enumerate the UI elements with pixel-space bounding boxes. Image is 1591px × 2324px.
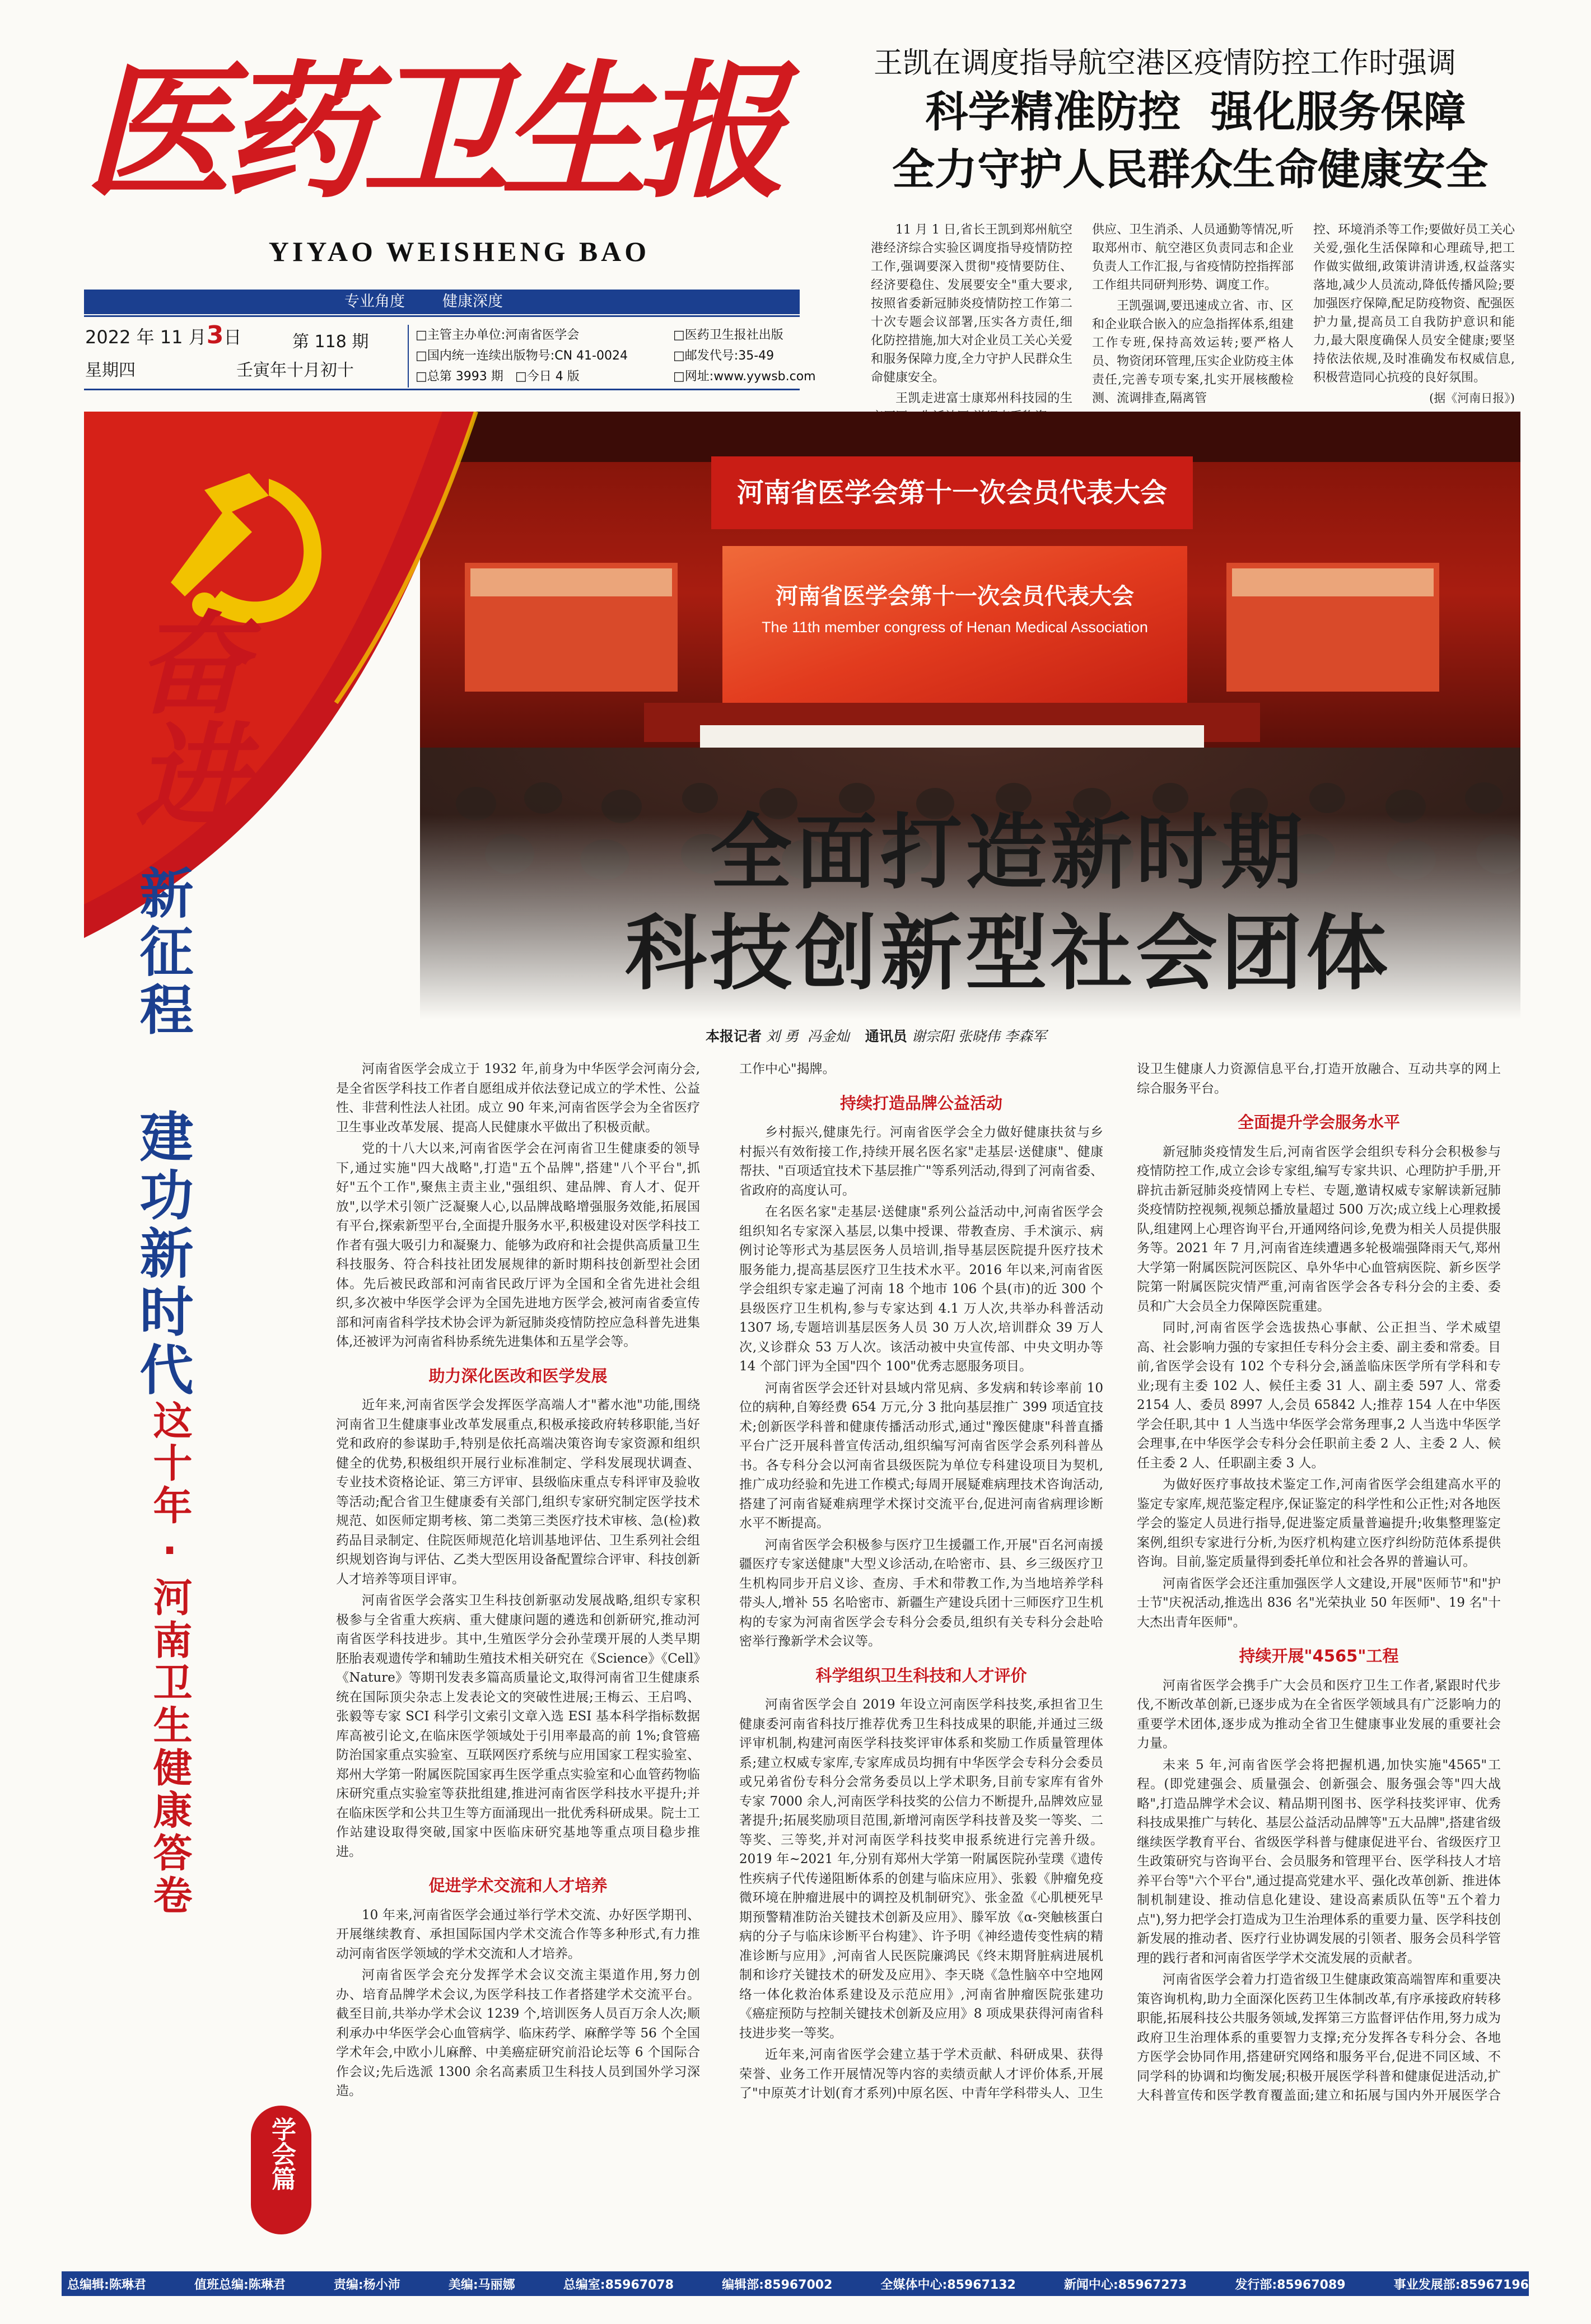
- byline-names-2: 谢宗阳 张晓伟 李森军: [911, 1028, 1047, 1044]
- article-paragraph: 乡村振兴,健康先行。河南省医学会全力做好健康扶贫与乡村振兴有效衔接工作,持续开展名医名家"走基层·送健康"、健康帮扶、"百项适宜技术下基层推广"等系列活动,得到了河南省委、省政府的高度认可。: [739, 1125, 1103, 1198]
- article-paragraph: [336, 2103, 700, 2104]
- top-story-column-2: [1092, 221, 1294, 433]
- article-paragraph: 河南省医学会成立于 1932 年,前身为中华医学会河南分会,是全省医学科技工作者自愿组成并依法登记成立的学术性、公益性、非营利性法人社团。成立 90 年来,河南省医学会为全省医疗卫生事业改革发展、提高人民健康水平做出了积极贡献。: [336, 1062, 700, 1135]
- date-top-rule: [84, 315, 800, 317]
- info-cn: 国内统一连续出版物号:CN 41-0024: [427, 349, 628, 363]
- article-paragraph: 河南省医学会还针对县域内常见病、多发病和转诊率前 10 位的病种,自筹经费 654 万元,分 3 批向基层推广 399 项适宜技术;创新医学科普和健康传播活动形式,通过"豫医健康"科普直播平台广泛开展科普宣传活动,组织编写河南省医学会系列科普丛书。各专科分会以河南省县级医院为单位专科建设项目为契机,推广成功经验和先进工作模式;每周开展疑难病理技术咨询活动,搭建了河南省疑难病理学术探讨交流平台,促进河南省病理诊断水平不断提高。: [739, 1380, 1103, 1530]
- info-postal: 邮发代号:35-49: [684, 349, 774, 363]
- footer-item: 全媒体中心:85967132: [880, 2278, 1016, 2292]
- footer-item: 值班总编:陈琳君: [194, 2278, 286, 2292]
- top-story-source: (据《河南日报》): [1429, 391, 1515, 405]
- article-paragraph: 近年来,河南省医学会建立基于学术贡献、科研成果、获得荣誉、业务工作开展情况等内容的卖绩贡献人才评价体系,开展了"中原英才计划(育才系列)中原名医、中青年学科带头人、卫生: [739, 2047, 1103, 2101]
- article-paragraph: 设卫生健康人力资源信息平台,打造开放融合、互动共享的网上综合服务平台。: [1137, 1062, 1501, 1096]
- article-paragraph: 河南省医学会着力打造省级卫生健康政策高端智库和重要决策咨询机构,助力全面深化医药卫生体制改革,有序承接政府转移职能,拓展科技公共服务领域,发挥第三方监督评估作用,努力成为政府卫生治理体系的重要智力支撑;充分发挥各专科分会、各地方医学会协同作用,搭建研究网络和服务平台,促进不同区域、不同学科的协调和均衡发展;积极开展医学科普和健康促进活动,扩大科普宣传和医学教育覆盖面;建立和拓展与国内外开展医学合: [1137, 1972, 1501, 2103]
- date-suffix: 日: [223, 326, 242, 348]
- byline: [706, 1027, 1434, 1046]
- side-line-1: 新征程: [131, 865, 194, 1040]
- top-story-headline-2: 全力守护人民群众生命健康安全: [892, 144, 1488, 194]
- section-badge-text: 学会篇: [267, 2117, 296, 2191]
- article-paragraph: 河南省医学会还注重加强医学人文建设,开展"医师节"和"护士节"庆祝活动,推选出 836 名"光荣执业 50 年医师"、19 名"十大杰出青年医师"。: [1137, 1576, 1501, 1630]
- article-column-1: [336, 1060, 700, 2104]
- top-story-paragraph: 供应、卫生消杀、人员通勤等情况,听取郑州市、航空港区负责同志和企业负责人工作汇报,与省疫情防控指挥部工作组共同研判形势、调度工作。: [1092, 223, 1294, 292]
- article-paragraph: 近年来,河南省医学会发挥医学高端人才"蓄水池"功能,围绕河南省卫生健康事业改革发展重点,积极承接政府转移职能,当好党和政府的参谋助手,特别是依托高端决策咨询专家资源和组织健全的优势,积极组织开展行业标准制定、学科发展现状调查、专业技术资格论证、第三方评审、县级临床重点专科评审及验收等活动;配合省卫生健康委有关部门,组织专家研究制定医学技术规范、如医师定期考核、第二类第三类医疗技术审核、急(检)救药品目录制定、住院医师规范化培训基地评估、卫生系列社会组织规划咨询与评估、乙类大型医用设备配置综合评审、科技创新人才培养等项目评审。: [336, 1398, 700, 1586]
- footer-item: 事业发展部:85967196: [1393, 2278, 1529, 2292]
- slogan-1: 专业角度: [344, 293, 405, 310]
- top-story-kicker: 王凯在调度指导航空港区疫情防控工作时强调: [874, 46, 1457, 80]
- side-title-red: 奋进: [116, 605, 248, 829]
- slogan-2: 健康深度: [442, 293, 503, 310]
- article-paragraph: 河南省医学会携手广大会员和医疗卫生工作者,紧跟时代步伐,不断改革创新,已逐步成为在全省医学领域具有广泛影响力的重要学术团体,逐步成为推动全省卫生健康事业发展的重要社会力量。: [1137, 1678, 1501, 1751]
- byline-names-1: 刘 勇 冯金灿: [766, 1028, 850, 1044]
- info-pages: 今日 4 版: [526, 370, 580, 384]
- weekday: 星期四: [85, 361, 136, 380]
- article-paragraph: 同时,河南省医学会选拔热心事献、公正担当、学术威望高、社会影响力强的专家担任专科分会主委、副主委和常委。目前,省医学会设有 102 个专科分会,涵盖临床医学所有学科和专业;现有主委 102 人、候任主委 31 人、副主委 597 人、常委 2154 人、委员 8997 人,会员 65842 人;推荐 154 人在中华医学会任职,其中 1 人当选中华医学会常务理事,2 人当选中华医学会理事,在中华医学会专科分会任职前主委 2 人、主委 2 人、候任主委 2 人、任职副主委 3 人。: [1137, 1320, 1501, 1471]
- pinyin: YIYAO WEISHENG BAO: [268, 236, 650, 267]
- article-column-3: [1137, 1060, 1501, 2104]
- info-sponsor: 主管主办单位:河南省医学会: [427, 328, 580, 342]
- section-heading: 全面提升学会服务水平: [1237, 1113, 1400, 1132]
- info-website: 网址:www.yywsb.com: [684, 370, 816, 384]
- article-column-2: [739, 1060, 1103, 2104]
- section-heading: 助力深化医改和医学发展: [428, 1366, 608, 1385]
- article-paragraph: 河南省医学会自 2019 年设立河南医学科技奖,承担省卫生健康委河南省科技厅推荐优秀卫生科技成果的职能,并通过三级评审机制,构建河南医学科技奖评审体系和奖励工作质量管理体系;建立权威专家库,专家库成员均拥有中华医学会专科分会委员或兄弟省份专科分会常务委员以上学术职务,目前专家库有省外专家 7000 余人,河南医学科技奖的公信力不断提升,品牌效应显著提升;拓展奖励项目范围,新增河南医学科技普及奖一等奖、二等奖、三等奖,并对河南医学科技奖申报系统进行完善升级。2019 年~2021 年,分别有郑州大学第一附属医院孙莹璞《遗传性疾病子代传递阻断体系的创建与临床应用》、张毅《肿瘤免疫微环境在肿瘤进展中的调控及机制研究》、张金盈《心肌梗死早期预警精准防治关键技术创新及应用》、滕军放《α-突触核蛋白病的分子与临床诊断平台构建》、许予明《神经遗传变性病的精准诊断与应用》,河南省人民医院廉鸿民《终末期肾脏病进展机制和诊疗关键技术的研发及应用》、李天晓《急性脑卒中空地网络一体化救治体系建设及示范应用》,河南省肿瘤医院张建功《癌症预防与控制关键技术创新及应用》8 项成果获得河南省科技进步奖一等奖。: [739, 1697, 1103, 2041]
- date-prefix: 2022 年 11 月: [85, 326, 207, 348]
- article-paragraph: 未来 5 年,河南省医学会将把握机遇,加快实施"4565"工程。(即党建强会、质量强会、创新强会、服务强会等"四大战略",打造品牌学术会议、精品期刊图书、医学科技奖评审、优秀科技成果推广与转化、基层公益活动品牌等"五大品牌",搭建省级继续医学教育平台、省级医学科普与健康促进平台、省级医疗卫生政策研究与咨询平台、会员服务和管理平台、医学科技人才培养平台等"六个平台",通过提高党建水平、强化改革创新、推进体制机制建设、推动信息化建设、建设高素质队伍等"五个着力点"),努力把学会打造成为卫生治理体系的重要力量、医学科技创新发展的推动者、医疗行业协调发展的引领者、服务会员科学管理的践行者和河南省医学学术交流发展的贡献者。: [1137, 1757, 1501, 1966]
- logo-chinese: 医药卫生报: [84, 45, 778, 218]
- footer-credits: [67, 2271, 1529, 2296]
- byline-label-2: 通讯员: [865, 1028, 907, 1044]
- photo-screen-cn: 河南省医学会第十一次会员代表大会: [776, 584, 1134, 609]
- side-line-2: 建功新时代: [131, 1109, 194, 1400]
- footer-item: 总编室:85967078: [563, 2278, 674, 2292]
- top-story-paragraph: 控、环境消杀等工作;要做好员工关心关爱,强化生活保障和心理疏导,把工作做实做细,政策讲清讲透,权益落实落地,减少人员流动,降低传播风险;要加强医疗保障,配足防疫物资、配强医护力量,提高员工自我防护意识和能力,最大限度确保人员安全健康;要坚持依法依规,及时准确发布权威信息,积极营造同心抗疫的良好氛围。: [1313, 223, 1515, 385]
- footer-item: 美编:马丽娜: [448, 2278, 515, 2292]
- issue: 第 118 期: [292, 332, 369, 352]
- photo-sign-main: 河南省医学会第十一次会员代表大会: [736, 477, 1167, 508]
- section-heading: 科学组织卫生科技和人才评价: [815, 1665, 1027, 1685]
- section-heading: 持续打造品牌公益活动: [839, 1093, 1002, 1113]
- top-story-paragraph: 王凯走进富士康郑州科技园的生: [895, 391, 1072, 405]
- slogan-bar: [84, 290, 800, 314]
- byline-label-1: 本报记者: [706, 1028, 762, 1044]
- article-paragraph: 河南省医学会积极参与医疗卫生援疆工作,开展"百名河南援疆医疗专家送健康"大型义诊活动,在哈密市、县、乡三级医疗卫生机构同步开启义诊、查房、手术和带教工作,为当地培养学科带头人,增补 55 名哈密市、新疆生产建设兵团十三师医疗卫生机构的专家为河南省医学会专科分会委员,组织有关专科分会赴哈密举行豫新学术会议等。: [739, 1537, 1103, 1649]
- top-story-column-3: [1313, 221, 1515, 433]
- info-publisher: 医药卫生报社出版: [684, 328, 783, 342]
- banner: [84, 412, 1520, 1019]
- masthead-logo: [84, 39, 829, 230]
- footer-item: 编辑部:85967002: [722, 2278, 833, 2292]
- top-story-column-1: [871, 221, 1072, 433]
- article-paragraph: 在名医名家"走基层·送健康"系列公益活动中,河南省医学会组织知名专家深入基层,以集中授课、带教查房、手术演示、病例讨论等形式为基层医务人员培训,指导基层医院提升医疗技术服务能力,提高基层医疗卫生技术水平。2016 年以来,河南省医学会组织专家走遍了河南 18 个地市 106 个县(市)的近 300 个县级医疗卫生机构,参与专家达到 4.1 万人次,共举办科普活动 1307 场,专题培训基层医务人员 30 万人次,培训群众 39 万人次,义诊群众 53 万人次。该活动被中央宣传部、中央文明办等 14 个部门评为全国"四个 100"优秀志愿服务项目。: [739, 1205, 1103, 1374]
- article-paragraph: 河南省医学会充分发挥学术会议交流主渠道作用,努力创办、培育品牌学术会议,为医学科技工作者搭建学术交流平台。截至目前,共举办学术会议 1239 个,培训医务人员百万余人次;顺利承办中华医学会心血管病学、临床药学、麻醉学等 56 个全国学术年会,中欧小儿麻醉、中美癌症研究前沿论坛等 6 个国际合作会议;先后选派 1300 余名高素质卫生科技人员到国外学习深造。: [336, 1968, 700, 2098]
- article-paragraph: 10 年来,河南省医学会通过举行学术交流、办好医学期刊、开展继续教育、承担国际国内学术交流合作等多种形式,有力推动河南省医学领域的学术交流和人才培养。: [336, 1907, 700, 1961]
- footer-item: 总编辑:陈琳君: [67, 2278, 146, 2292]
- section-badge: [251, 2106, 311, 2234]
- top-story-paragraph: 11 月 1 日,省长王凯到郑州航空港经济综合实验区调度指导疫情防控工作,强调要深入贯彻"疫情要防住、经济要稳住、发展要安全"重大要求,按照省委新冠肺炎疫情防控工作第二十次专题会议部署,压实各方责任,细化防控措施,加大对企业员工关心关爱和服务保障力度,全力守护人民群众生命健康安全。: [871, 223, 1072, 385]
- photo-screen-en: The 11th member congress of Henan Medical Association: [762, 619, 1148, 636]
- banner-headline-2: 科技创新型社会团体: [625, 906, 1391, 1001]
- article-paragraph: 党的十八大以来,河南省医学会在河南省卫生健康委的领导下,通过实施"四大战略",打造"五个品牌",搭建"八个平台",抓好"五个工作",聚焦主责主业,"强组织、建品牌、育人才、促开放",以学术引领广泛凝聚人心,以品牌战略增强服务效能,拓展国有平台,探索新型平台,全面提升服务水平,积极建设对医学科技工作者有强大吸引力和凝聚力、能够为政府和社会提供高质量卫生科技服务、符合科技社团发展规律的新时期科技创新型社会团体。先后被民政部和河南省民政厅评为全国和全省先进社会组织,多次被中华医学会评为全国先进地方医学会,被河南省委宣传部和河南省科学技术协会评为新冠肺炎疫情防控应急科普先进集体,还被评为河南省科协系统先进集体和五星学会等。: [336, 1141, 700, 1349]
- section-heading: 促进学术交流和人才培养: [428, 1876, 608, 1895]
- date-bottom-rule: [84, 389, 800, 390]
- top-story-paragraph: 王凯强调,要迅速成立省、市、区和企业联合嵌入的应急指挥体系,组建工作专班,保持高效运转;要严格人员、物资闭环管理,压实企业防疫主体责任,完善专项专案,扎实开展核酸检测、流调排查,隔离管: [1092, 299, 1294, 405]
- article-paragraph: 为做好医疗事故技术鉴定工作,河南省医学会组建高水平的鉴定专家库,规范鉴定程序,保证鉴定的科学性和公正性;对各地医学会的鉴定人员进行指导,促进鉴定质量普遍提升;收集整理鉴定案例,组织专家进行分析,为医疗机构建立医疗纠纷防范体系提供咨询。目前,鉴定质量得到委托单位和社会各界的普遍认可。: [1137, 1477, 1501, 1569]
- date-line: [85, 323, 241, 349]
- info-divider: [408, 325, 409, 388]
- footer-item: 发行部:85967089: [1235, 2278, 1346, 2292]
- footer-item: 责编:杨小沛: [333, 2278, 400, 2292]
- side-line-3: 这十年·河南卫生健康答卷: [147, 1400, 193, 1917]
- info-total: 总第 3993 期: [427, 370, 503, 384]
- banner-headline-1: 全面打造新时期: [710, 805, 1306, 900]
- article-paragraph: 河南省医学会落实卫生科技创新驱动发展战略,组织专家积极参与全省重大疾病、重大健康问题的遴选和创新研究,推动河南省医学科技进步。其中,生殖医学分会孙莹璞开展的人类早期胚胎表观遗传学和辅助生殖技术相关研究在《Science》《Cell》《Nature》等期刊发表多篇高质量论文,取得河南省卫生健康系统在国际顶尖杂志上发表论文的突破性进展;王梅云、王启鸣、张毅等专家 SCI 科学引文索引文章入选 ESI 基本科学指标数据库高被引论文,在临床医学领域处于引用率最高的前 1%;食管癌防治国家重点实验室、互联网医疗系统与应用国家工程实验室、郑州大学第一附属医院国家再生医学重点实验室和心血管药物临床研究重点实验室等获批组建,推进河南省医学科技水平提升;并在临床医学和公共卫生等方面涌现出一批优秀科研成果。院士工作站建设取得突破,国家中医临床研究基地等重点项目稳步推进。: [336, 1593, 700, 1859]
- date-day: 3: [206, 321, 224, 349]
- lunar-date: 壬寅年十月初十: [236, 361, 354, 380]
- section-heading: 持续开展"4565"工程: [1239, 1646, 1399, 1665]
- article-paragraph: 工作中心"揭牌。: [739, 1062, 836, 1076]
- top-story-headline-1: 科学精准防控 强化服务保障: [925, 87, 1466, 137]
- article-paragraph: 新冠肺炎疫情发生后,河南省医学会组织专科分会积极参与疫情防控工作,成立会诊专家组,编写专家共识、心理防护手册,开辟抗击新冠肺炎疫情网上专栏、专题,邀请权威专家解读新冠肺炎疫情防控视频,视频总播放量超过 500 万次;成立线上心理救援队,组建网上心理咨询平台,开通网络问诊,免费为相关人员提供服务等。2021 年 7 月,河南省连续遭遇多轮极端强降雨天气,郑州大学第一附属医院河医院区、阜外华中心血管病医院、新乡医学院第一附属医院灾情严重,河南省医学会各专科分会的主委、委员和广大会员全力保障医院重建。: [1137, 1144, 1501, 1314]
- footer-item: 新闻中心:85967273: [1063, 2278, 1187, 2292]
